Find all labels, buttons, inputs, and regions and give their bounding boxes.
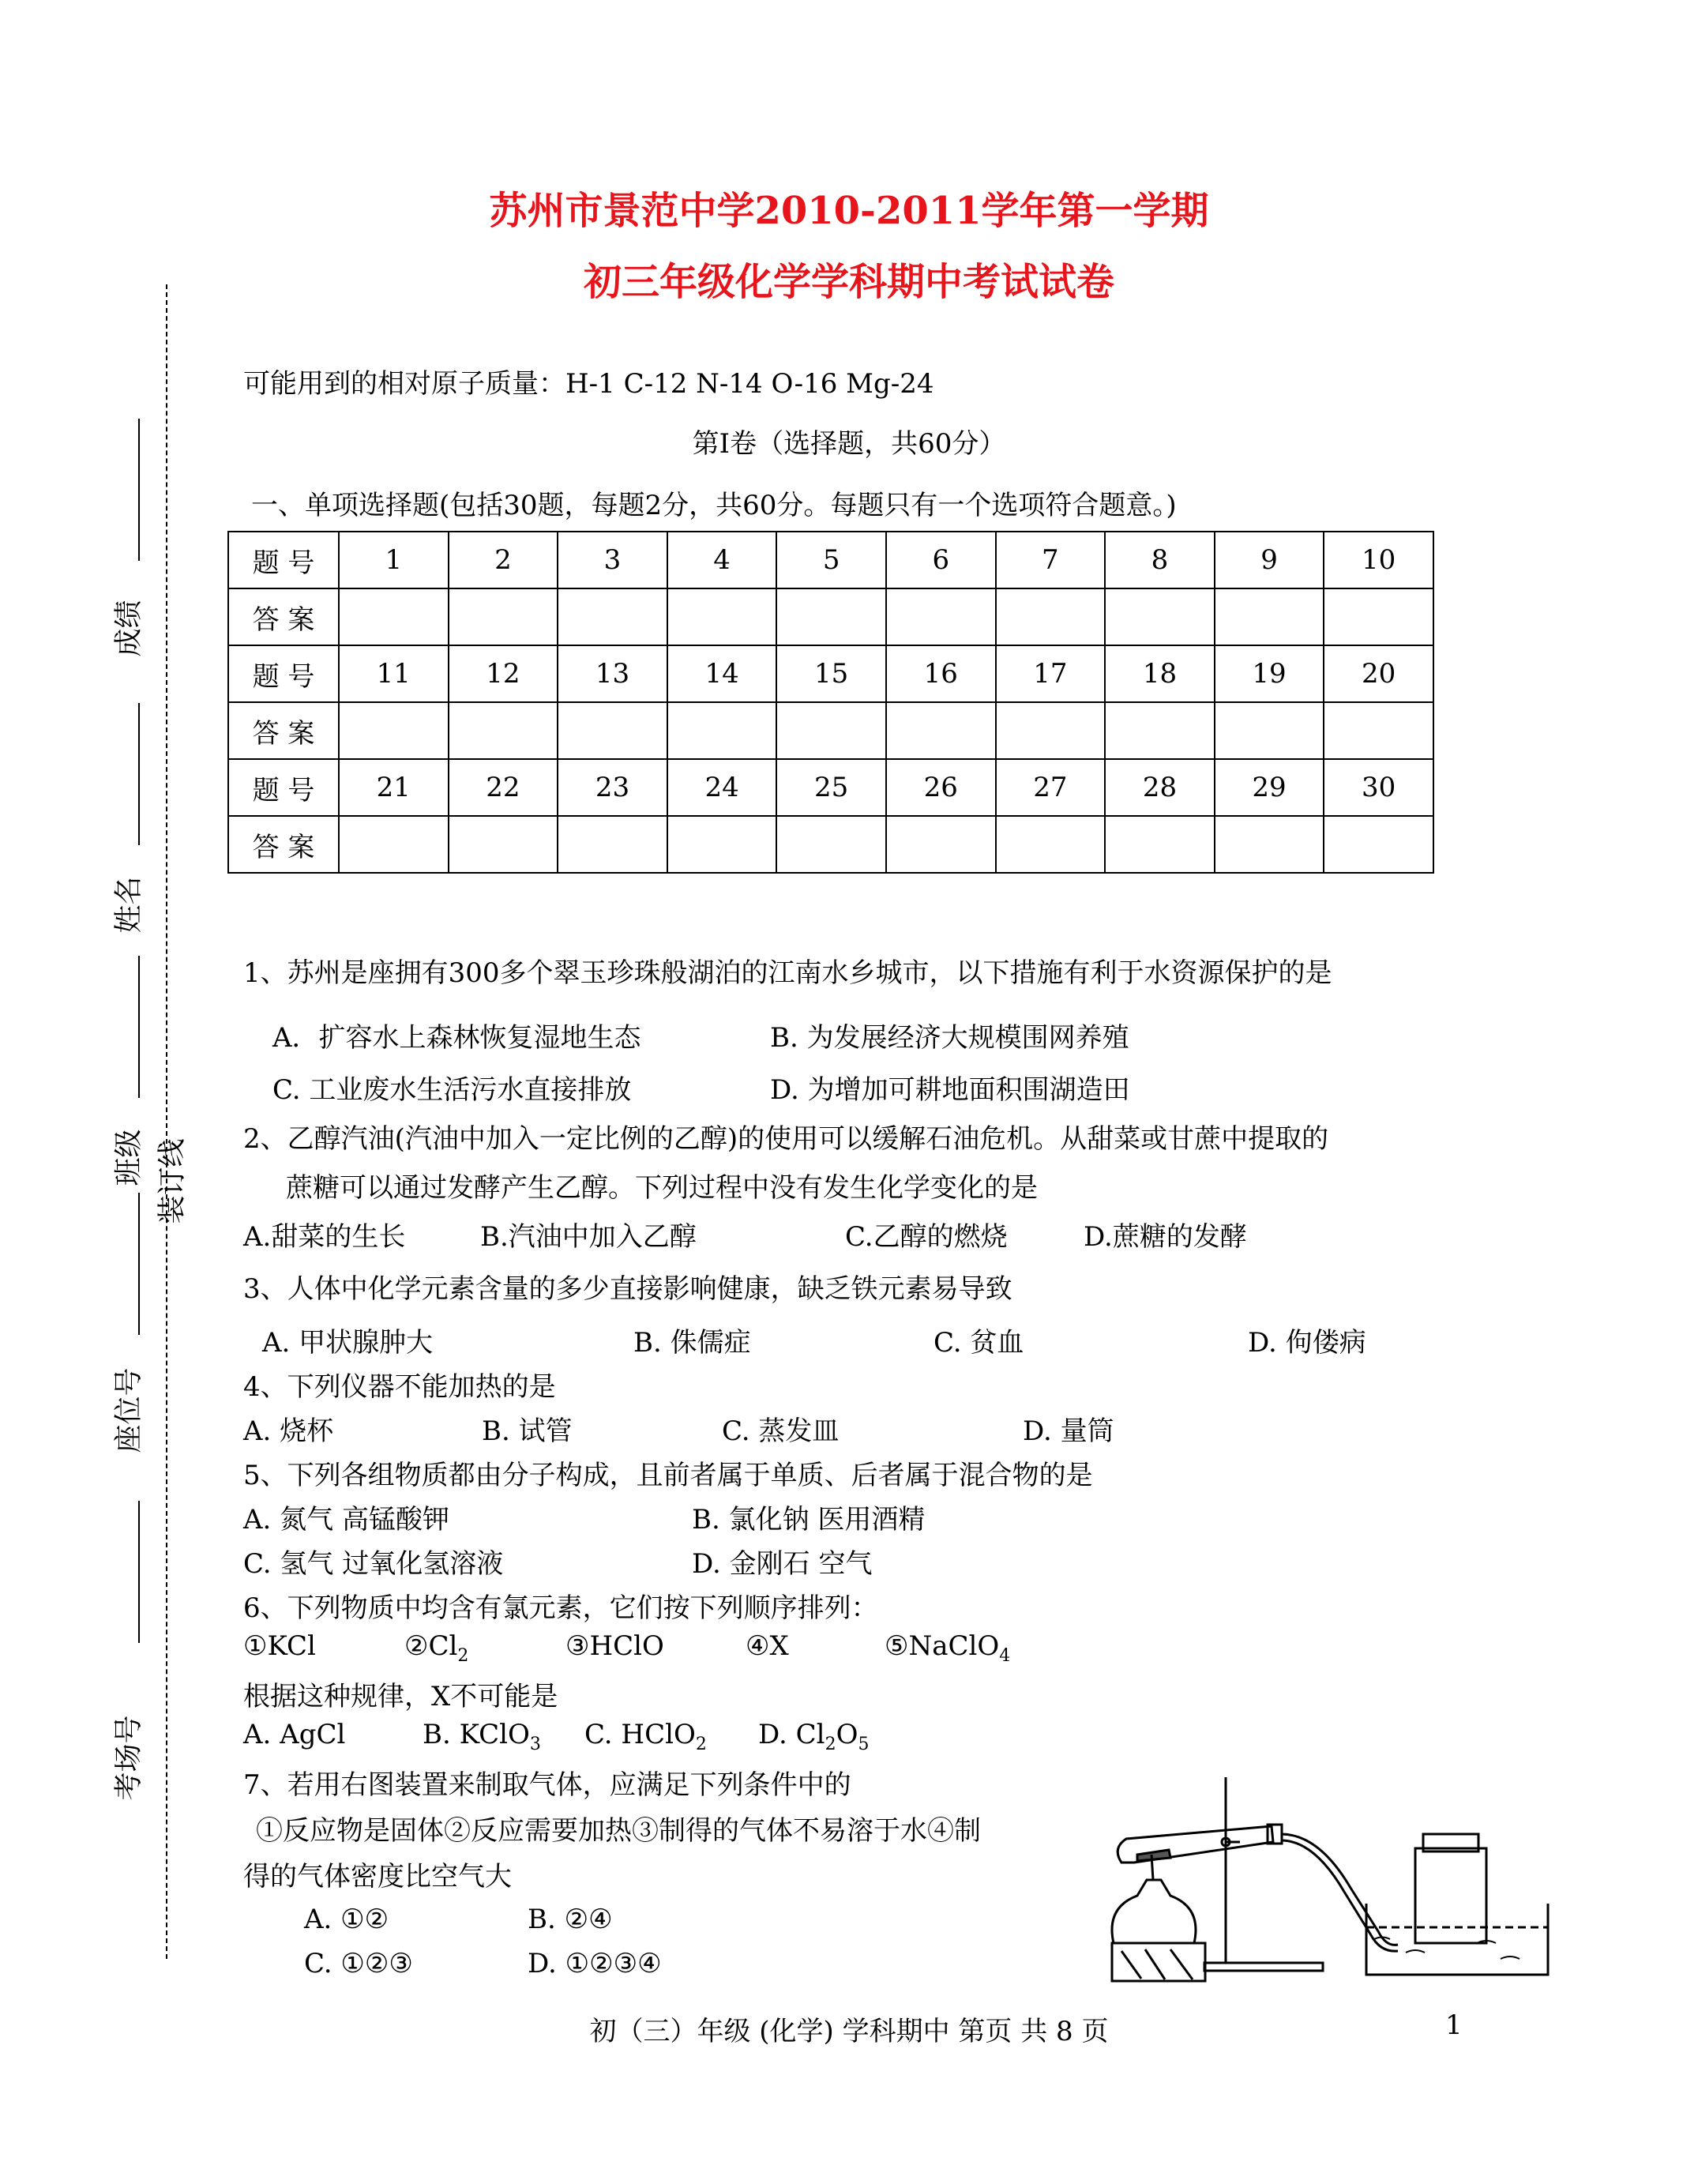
question-no-cell: 16 xyxy=(886,645,996,702)
question-no-cell: 26 xyxy=(886,759,996,816)
question-no-cell: 14 xyxy=(667,645,777,702)
question-no-cell: 21 xyxy=(339,759,449,816)
question-no-cell: 18 xyxy=(1105,645,1215,702)
q6-item-3: ③HClO xyxy=(565,1630,664,1662)
q4-option-c: C. 蒸发皿 xyxy=(722,1415,840,1447)
question-no-cell: 1 xyxy=(339,532,449,588)
label-answer: 答 案 xyxy=(228,702,339,759)
q2-stem-line2: 蔗糖可以通过发酵产生乙醇。下列过程中没有发生化学变化的是 xyxy=(286,1172,1038,1204)
answer-cell[interactable] xyxy=(449,588,558,645)
question-no-cell: 8 xyxy=(1105,532,1215,588)
q6-option-a: A. AgCl xyxy=(243,1719,346,1750)
answer-cell[interactable] xyxy=(449,816,558,873)
question-no-cell: 15 xyxy=(776,645,886,702)
q2-option-d: D.蔗糖的发酵 xyxy=(1084,1221,1247,1253)
answer-cell[interactable] xyxy=(886,702,996,759)
answer-cell[interactable] xyxy=(667,702,777,759)
q4-option-b: B. 试管 xyxy=(482,1415,573,1447)
answer-cell[interactable] xyxy=(1215,588,1324,645)
question-no-cell: 13 xyxy=(558,645,667,702)
q5-stem: 5、下列各组物质都由分子构成，且前者属于单质、后者属于混合物的是 xyxy=(243,1460,1093,1491)
q6-option-c: C. HClO$_2$ xyxy=(584,1719,707,1754)
answer-cell[interactable] xyxy=(1324,702,1433,759)
q3-option-a: A. 甲状腺肿大 xyxy=(262,1327,434,1359)
q7-stem-line1: 7、若用右图装置来制取气体，应满足下列条件中的 xyxy=(243,1769,851,1801)
q5-option-b: B. 氯化钠 医用酒精 xyxy=(692,1504,926,1536)
q6-item-4: ④X xyxy=(746,1630,789,1662)
answer-cell[interactable] xyxy=(449,702,558,759)
answer-cell[interactable] xyxy=(558,816,667,873)
question-no-cell: 28 xyxy=(1105,759,1215,816)
answer-cell[interactable] xyxy=(1215,702,1324,759)
answer-cell[interactable] xyxy=(558,702,667,759)
answer-table xyxy=(227,531,1434,874)
page-number: 1 xyxy=(1445,2009,1463,2041)
question-no-cell: 6 xyxy=(886,532,996,588)
room-blank-line xyxy=(138,1501,140,1643)
q1-option-b: B. 为发展经济大规模围网养殖 xyxy=(770,1022,1129,1054)
question-no-cell: 25 xyxy=(776,759,886,816)
answer-cell[interactable] xyxy=(886,816,996,873)
answer-cell[interactable] xyxy=(996,702,1106,759)
q6-item-1: ①KCl xyxy=(243,1630,316,1662)
q7-option-a: A. ①② xyxy=(304,1904,389,1935)
page-title-line2: 初三年级化学学科期中考试试卷 xyxy=(583,260,1114,304)
question-no-cell: 22 xyxy=(449,759,558,816)
name-blank-line xyxy=(138,703,140,845)
question-no-cell: 5 xyxy=(776,532,886,588)
q3-option-b: B. 侏儒症 xyxy=(633,1327,751,1359)
part1-title: 第Ⅰ卷（选择题，共60分） xyxy=(692,428,1006,460)
atomic-masses: 可能用到的相对原子质量：H-1 C-12 N-14 O-16 Mg-24 xyxy=(243,368,934,400)
answer-cell[interactable] xyxy=(339,588,449,645)
table-row xyxy=(228,532,1433,588)
table-row xyxy=(228,759,1433,816)
side-label-class: 班级 xyxy=(112,1129,145,1186)
footer-text: 初（三）年级 (化学) 学科期中 第页 共 8 页 xyxy=(589,2016,1109,2047)
side-label-seat: 座位号 xyxy=(112,1367,145,1453)
gas-apparatus-diagram xyxy=(1106,1769,1595,1990)
answer-cell[interactable] xyxy=(886,588,996,645)
question-no-cell: 12 xyxy=(449,645,558,702)
class-blank-line xyxy=(138,956,140,1098)
q3-option-d: D. 佝偻病 xyxy=(1248,1327,1366,1359)
q7-stem-line3: 得的气体密度比空气大 xyxy=(243,1861,512,1893)
q2-option-b: B.汽油中加入乙醇 xyxy=(480,1221,697,1253)
q5-option-d: D. 金刚石 空气 xyxy=(692,1548,873,1580)
q1-stem: 1、苏州是座拥有300多个翠玉珍珠般湖泊的江南水乡城市，以下措施有利于水资源保护的是 xyxy=(243,957,1332,989)
side-label-name: 姓名 xyxy=(112,876,145,934)
q3-option-c: C. 贫血 xyxy=(934,1327,1024,1359)
q6-option-b: B. KClO$_3$ xyxy=(423,1719,541,1754)
label-question-no: 题 号 xyxy=(228,645,339,702)
answer-cell[interactable] xyxy=(996,588,1106,645)
answer-cell[interactable] xyxy=(667,588,777,645)
label-question-no: 题 号 xyxy=(228,532,339,588)
question-no-cell: 7 xyxy=(996,532,1106,588)
answer-cell[interactable] xyxy=(558,588,667,645)
answer-cell[interactable] xyxy=(996,816,1106,873)
table-row xyxy=(228,588,1433,645)
q4-option-a: A. 烧杯 xyxy=(243,1415,334,1447)
table-row xyxy=(228,816,1433,873)
label-question-no: 题 号 xyxy=(228,759,339,816)
question-no-cell: 2 xyxy=(449,532,558,588)
answer-cell[interactable] xyxy=(1105,816,1215,873)
answer-cell[interactable] xyxy=(1105,588,1215,645)
q5-option-c: C. 氢气 过氧化氢溶液 xyxy=(243,1548,504,1580)
q6-item-2: $②Cl_2$ xyxy=(404,1630,469,1666)
answer-cell[interactable] xyxy=(1105,702,1215,759)
answer-cell[interactable] xyxy=(1215,816,1324,873)
question-no-cell: 17 xyxy=(996,645,1106,702)
answer-cell[interactable] xyxy=(776,588,886,645)
answer-cell[interactable] xyxy=(1324,816,1433,873)
q3-stem: 3、人体中化学元素含量的多少直接影响健康，缺乏铁元素易导致 xyxy=(243,1273,1012,1305)
table-row xyxy=(228,702,1433,759)
q2-option-c: C.乙醇的燃烧 xyxy=(845,1221,1008,1253)
q6-item-5: ⑤NaClO$_4$ xyxy=(885,1630,1011,1666)
question-no-cell: 24 xyxy=(667,759,777,816)
q2-option-a: A.甜菜的生长 xyxy=(243,1221,406,1253)
q1-option-c: C. 工业废水生活污水直接排放 xyxy=(272,1074,632,1106)
question-no-cell: 4 xyxy=(667,532,777,588)
table-row xyxy=(228,645,1433,702)
question-no-cell: 9 xyxy=(1215,532,1324,588)
question-no-cell: 30 xyxy=(1324,759,1433,816)
q7-option-c: C. ①②③ xyxy=(304,1948,413,1979)
answer-cell[interactable] xyxy=(1324,588,1433,645)
question-no-cell: 10 xyxy=(1324,532,1433,588)
q7-option-d: D. ①②③④ xyxy=(528,1948,662,1979)
question-no-cell: 11 xyxy=(339,645,449,702)
question-no-cell: 3 xyxy=(558,532,667,588)
q7-stem-line2: ①反应物是固体②反应需要加热③制得的气体不易溶于水④制 xyxy=(256,1815,981,1847)
q6-option-d: D. $Cl_2O_5$ xyxy=(758,1719,870,1754)
q6-stem: 6、下列物质中均含有氯元素，它们按下列顺序排列： xyxy=(243,1592,878,1624)
question-no-cell: 20 xyxy=(1324,645,1433,702)
question-no-cell: 29 xyxy=(1215,759,1324,816)
answer-cell[interactable] xyxy=(339,702,449,759)
section1-intro: 一、单项选择题(包括30题，每题2分，共60分。每题只有一个选项符合题意。) xyxy=(251,490,1177,521)
question-no-cell: 19 xyxy=(1215,645,1324,702)
q4-stem: 4、下列仪器不能加热的是 xyxy=(243,1371,556,1403)
label-answer: 答 案 xyxy=(228,816,339,873)
answer-cell[interactable] xyxy=(339,816,449,873)
side-label-score: 成绩 xyxy=(112,600,145,657)
answer-cell[interactable] xyxy=(776,816,886,873)
q6-stem-line2: 根据这种规律，X不可能是 xyxy=(243,1681,558,1712)
answer-cell[interactable] xyxy=(776,702,886,759)
side-label-binding: 装订线 xyxy=(156,1138,189,1224)
q4-option-d: D. 量筒 xyxy=(1023,1415,1114,1447)
q2-stem-line1: 2、乙醇汽油(汽油中加入一定比例的乙醇)的使用可以缓解石油危机。从甜菜或甘蔗中提取的 xyxy=(243,1123,1329,1155)
question-no-cell: 23 xyxy=(558,759,667,816)
answer-cell[interactable] xyxy=(667,816,777,873)
q5-option-a: A. 氮气 高锰酸钾 xyxy=(243,1504,449,1536)
q1-option-d: D. 为增加可耕地面积围湖造田 xyxy=(770,1074,1130,1106)
label-answer: 答 案 xyxy=(228,588,339,645)
page-title-line1: 苏州市景范中学2010-2011学年第一学期 xyxy=(489,189,1209,233)
side-label-room: 考场号 xyxy=(112,1715,145,1801)
q7-option-b: B. ②④ xyxy=(528,1904,613,1935)
question-no-cell: 27 xyxy=(996,759,1106,816)
q1-option-a: A．扩容水上森林恢复湿地生态 xyxy=(272,1022,641,1054)
